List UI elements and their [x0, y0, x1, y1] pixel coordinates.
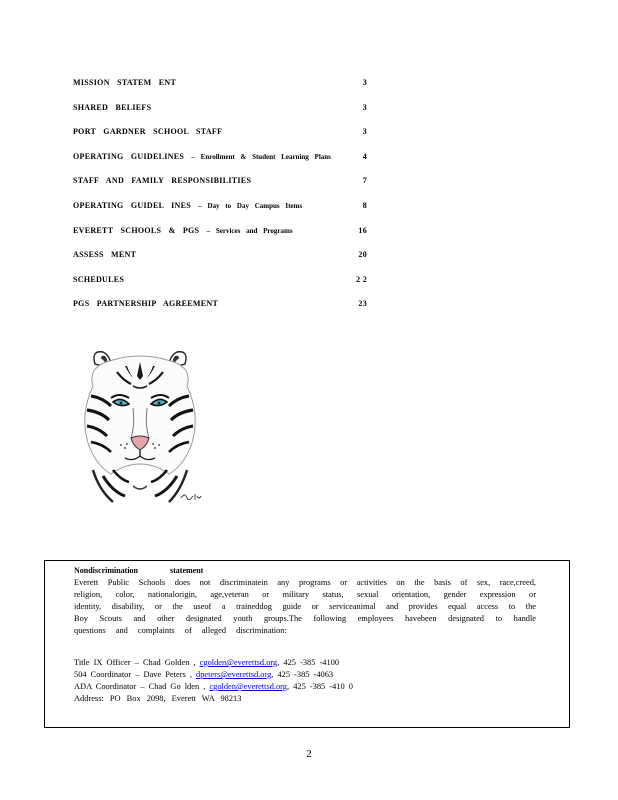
toc-entry[interactable] [73, 299, 373, 324]
toc-subtitle: – Enrollment & Student Learning Plans [191, 152, 331, 161]
toc-entry[interactable] [73, 152, 373, 177]
tiger-illustration [73, 346, 207, 506]
toc-page: 7 [362, 176, 367, 186]
toc-entry[interactable] [73, 201, 373, 226]
toc-title: STAFF AND FAMILY RESPONSIBILITIES [73, 176, 252, 186]
toc-page: 4 [362, 151, 367, 161]
address-row [74, 693, 544, 705]
toc-page: 3 [362, 127, 367, 137]
toc-title: OPERATING GUIDEL INES [73, 200, 191, 210]
toc-title: ASSESS MENT [73, 250, 137, 260]
contact-email-link[interactable]: cgolden@everettsd.org [199, 658, 278, 667]
contact-role: ADA Coordinator [74, 682, 137, 691]
toc-page: 8 [362, 200, 367, 210]
toc-title: OPERATING GUIDELINES [73, 151, 185, 161]
contact-list [74, 657, 544, 705]
toc-entry[interactable] [73, 176, 373, 201]
toc-entry[interactable] [73, 103, 373, 128]
toc-page: 20 [358, 250, 367, 260]
toc-entry[interactable] [73, 250, 373, 275]
toc-title: EVERETT SCHOOLS & PGS [73, 225, 200, 235]
toc-subtitle: – Services and Programs [206, 226, 293, 235]
nondiscrimination-box [44, 560, 570, 728]
toc-page: 16 [358, 225, 367, 235]
toc-entry[interactable] [73, 275, 373, 300]
contact-name: – Chad Go lden , [140, 682, 206, 691]
toc-title: MISSION STATEM ENT [73, 78, 177, 87]
contact-phone: , 425 -385 -4100 [277, 658, 340, 667]
toc-title: SCHEDULES [73, 274, 125, 284]
body-line: Everett Public Schools does not discriminatein any programs or activities on the basis of sex, race,creed, [74, 578, 536, 587]
body-line: questions and complaints of alleged discrimination: [74, 626, 287, 635]
body-line: religion, color, nationalorigin, age,veteran or military status, sexual orientation, gender expression or [74, 590, 536, 599]
page-number: 2 [306, 748, 312, 760]
tiger-drawing-icon [73, 346, 207, 506]
address-text: PO Box 2098, Everett WA 98213 [109, 694, 242, 703]
address-label: Address: [74, 694, 104, 703]
body-line: identity, disability, or the useof a traineddog guide or serviceanimal and provides equal access to the [74, 602, 536, 611]
contact-phone: , 425 -385 -410 0 [287, 682, 353, 691]
contact-email-link[interactable]: cgolden@everettsd.org [209, 682, 287, 691]
toc-entry[interactable] [73, 78, 373, 103]
contact-phone: , 425 -385 -4063 [271, 670, 334, 679]
toc-page: 23 [358, 299, 367, 309]
contact-row [74, 681, 544, 693]
nondiscrimination-heading: Nondiscrimination statement [74, 566, 204, 575]
toc-page: 3 [362, 102, 367, 112]
table-of-contents [73, 78, 373, 324]
nondiscrimination-body [74, 577, 536, 637]
contact-role: Title IX Officer [74, 658, 131, 667]
toc-entry[interactable] [73, 127, 373, 152]
contact-row [74, 669, 544, 681]
toc-page: 3 [362, 78, 367, 87]
contact-role: 504 Coordinator [74, 670, 132, 679]
body-line: Boy Scouts and other designated youth groups.The following employees havebeen designated to handle [74, 614, 536, 623]
toc-title: PGS PARTNERSHIP AGREEMENT [73, 299, 219, 309]
contact-name: – Dave Peters , [135, 670, 192, 679]
toc-title: PORT GARDNER SCHOOL STAFF [73, 127, 223, 137]
toc-entry[interactable] [73, 226, 373, 251]
toc-page: 2 2 [356, 274, 367, 284]
toc-subtitle: – Day to Day Campus Items [198, 201, 303, 210]
contact-name: – Chad Golden , [134, 658, 196, 667]
contact-row [74, 657, 544, 669]
contact-email-link[interactable]: dpeters@everettsd.org [196, 670, 272, 679]
toc-title: SHARED BELIEFS [73, 102, 152, 112]
